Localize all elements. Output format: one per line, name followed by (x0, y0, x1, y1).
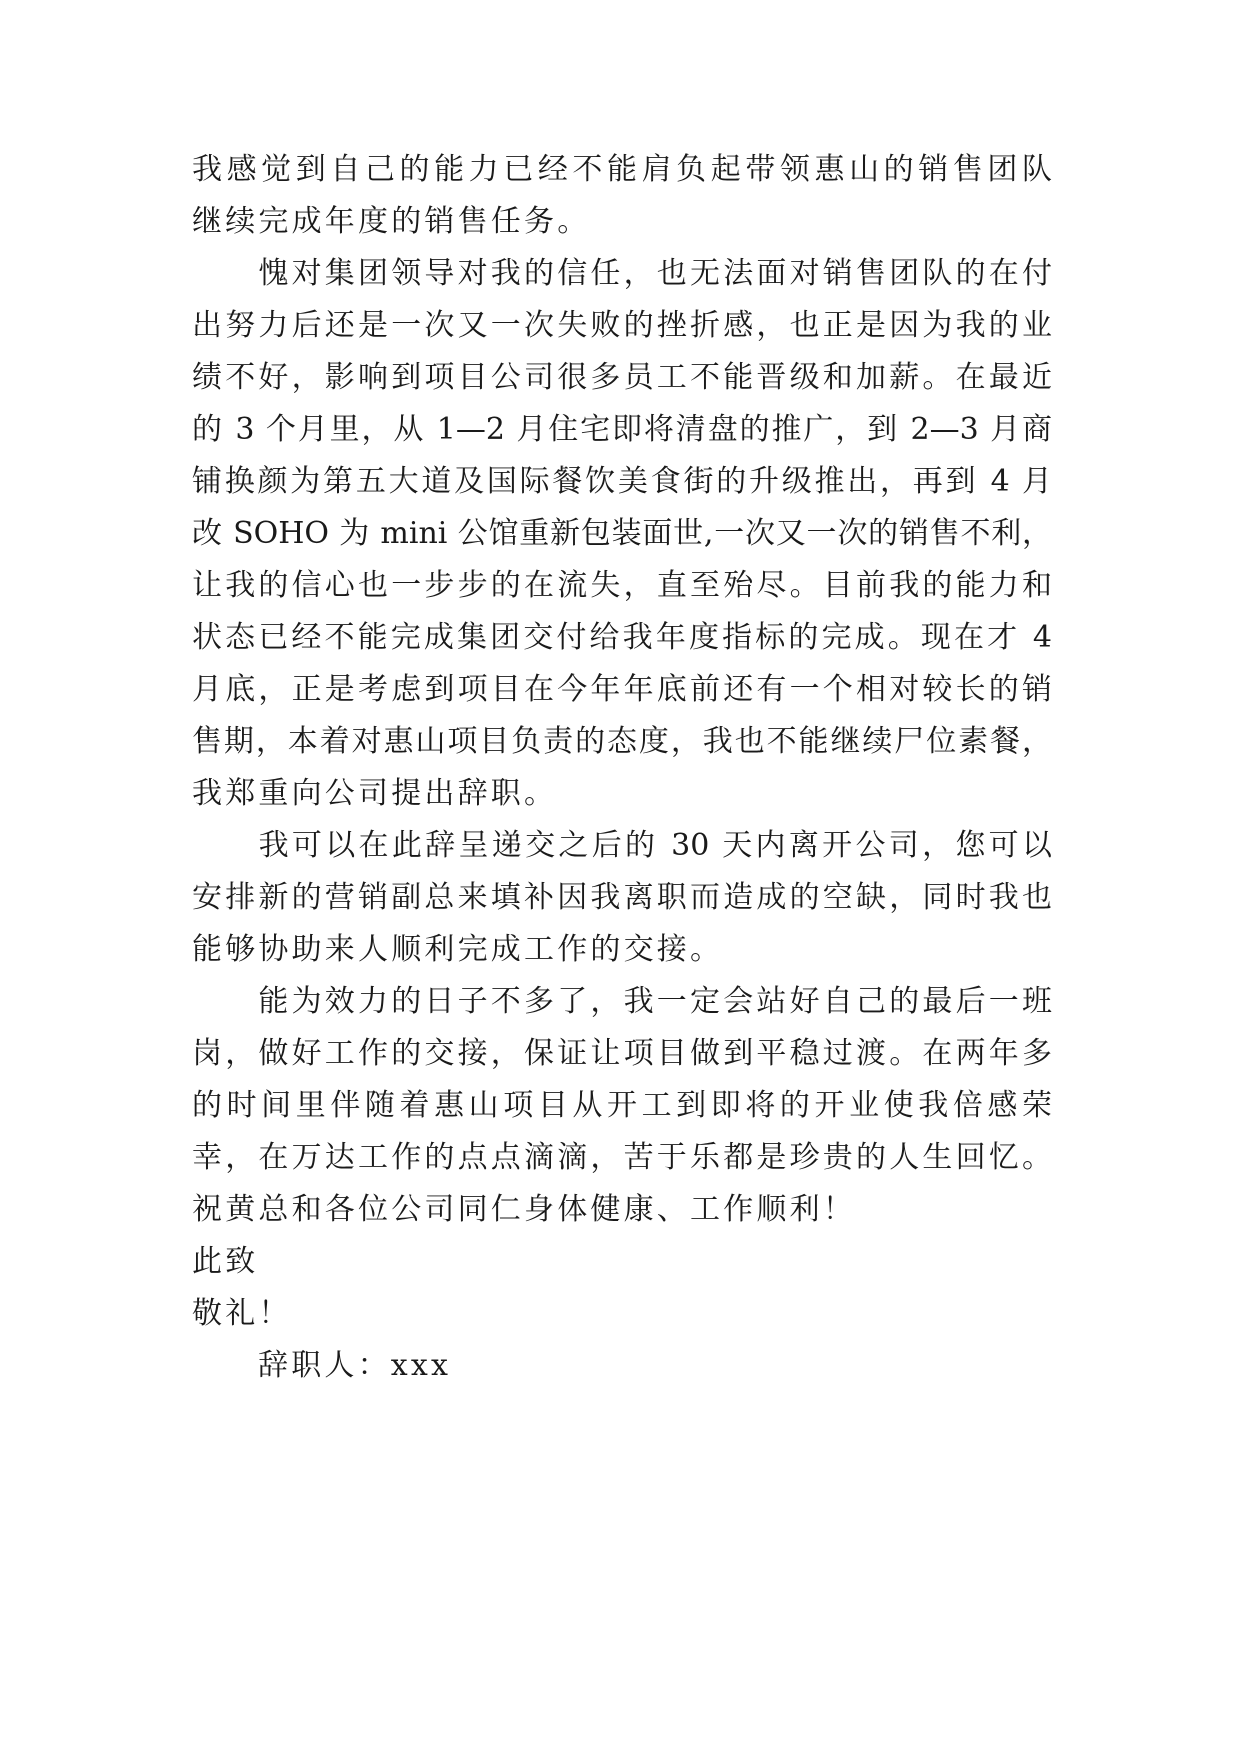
body-line-4: 出努力后还是一次又一次失败的挫折感，也正是因为我的业 (192, 308, 1052, 343)
body-line-1: 我感觉到自己的能力已经不能肩负起带领惠山的销售团队 (192, 152, 1052, 187)
body-line-17: 能为效力的日子不多了，我一定会站好自己的最后一班 (192, 984, 1052, 1019)
closing-line-2: 敬礼！ (192, 1296, 292, 1331)
body-line-14: 我可以在此辞呈递交之后的 30 天内离开公司，您可以 (192, 828, 1052, 863)
body-line-19: 的时间里伴随着惠山项目从开工到即将的开业使我倍感荣 (192, 1088, 1052, 1123)
body-line-15: 安排新的营销副总来填补因我离职而造成的空缺，同时我也 (192, 880, 1052, 915)
body-line-7: 铺换颜为第五大道及国际餐饮美食街的升级推出，再到 4 月 (192, 464, 1052, 499)
body-line-18: 岗，做好工作的交接，保证让项目做到平稳过渡。在两年多 (192, 1036, 1052, 1071)
body-line-10: 状态已经不能完成集团交付给我年度指标的完成。现在才 4 (192, 620, 1052, 655)
body-line-5: 绩不好，影响到项目公司很多员工不能晋级和加薪。在最近 (192, 360, 1052, 395)
body-line-8: 改 SOHO 为 mini 公馆重新包装面世,一次又一次的销售不利， (192, 516, 1052, 551)
body-line-6: 的 3 个月里，从 1—2 月住宅即将清盘的推广，到 2—3 月商 (192, 412, 1052, 447)
body-line-16: 能够协助来人顺利完成工作的交接。 (192, 932, 724, 967)
closing-line-1: 此致 (192, 1244, 259, 1279)
body-line-3: 愧对集团领导对我的信任，也无法面对销售团队的在付 (192, 256, 1052, 291)
signature-line: 辞职人：xxx (258, 1348, 452, 1383)
body-line-12: 售期，本着对惠山项目负责的态度，我也不能继续尸位素餐， (192, 724, 1052, 759)
body-line-20: 幸，在万达工作的点点滴滴，苦于乐都是珍贵的人生回忆。 (192, 1140, 1052, 1175)
body-line-9: 让我的信心也一步步的在流失，直至殆尽。目前我的能力和 (192, 568, 1052, 603)
body-line-11: 月底，正是考虑到项目在今年年底前还有一个相对较长的销 (192, 672, 1052, 707)
body-line-2: 继续完成年度的销售任务。 (192, 204, 591, 239)
body-line-21: 祝黄总和各位公司同仁身体健康、工作顺利！ (192, 1192, 856, 1227)
body-line-13: 我郑重向公司提出辞职。 (192, 776, 558, 811)
